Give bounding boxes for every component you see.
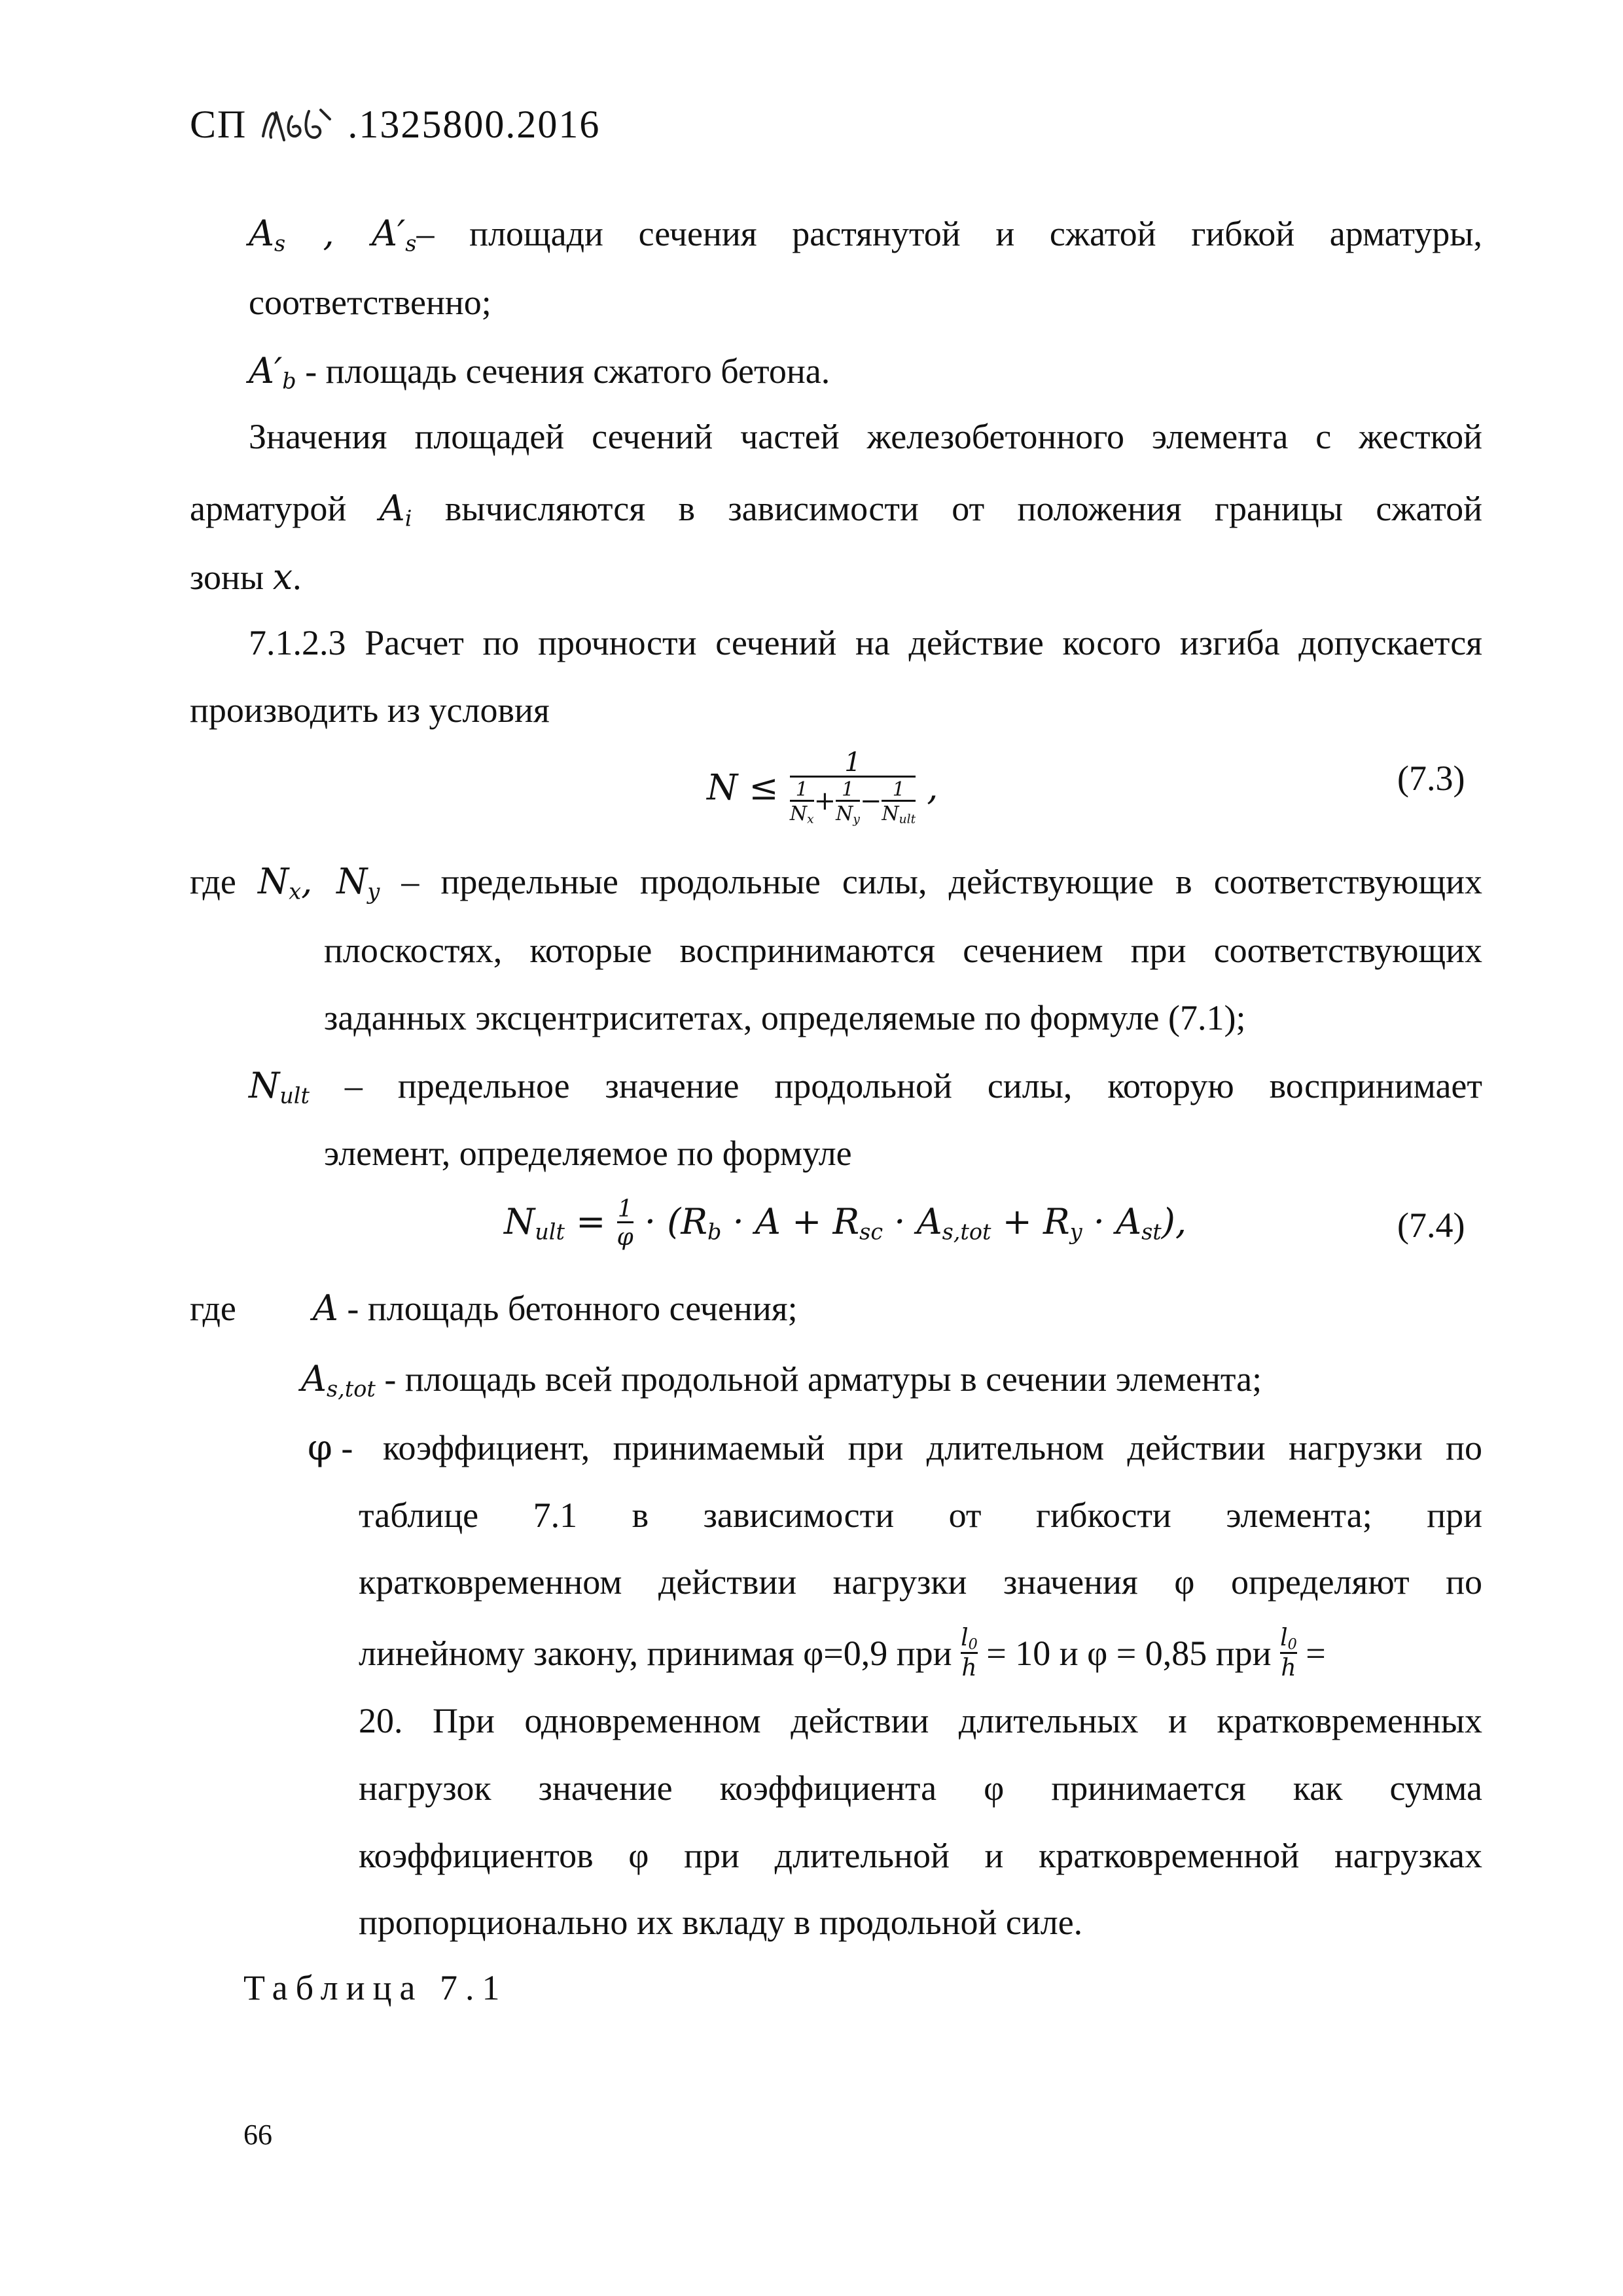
page-number: 66: [243, 2119, 272, 2151]
where-73-nx-text: – предельные продольные силы, действующие в соответствующих: [401, 862, 1483, 901]
formula-7-3-lhs: N ≤: [707, 766, 779, 808]
header-suffix: .1325800.2016: [348, 103, 601, 146]
symbol-ab: $A'_b$: [249, 350, 296, 394]
definition-as-text: площади сечения растянутой и сжатой гибкой арматуры,: [469, 214, 1482, 253]
fraction-l0-h-1: $\frac{l_0}{h}$: [961, 1624, 978, 1681]
where-73-line1: [190, 861, 1483, 905]
where-73-gde: где: [190, 862, 236, 901]
definition-ab-text: - площадь сечения сжатого бетона.: [305, 351, 830, 391]
as-dash: –: [416, 214, 435, 253]
fraction-l0-h-2: $\frac{l_0}{h}$: [1280, 1624, 1297, 1681]
symbol-astot: $A_{s,tot}$: [301, 1358, 376, 1402]
symbol-a: A: [312, 1287, 338, 1329]
definition-as-line: [249, 213, 1482, 257]
table-caption: Таблица 7.1: [243, 1968, 508, 2007]
where-74-phi-line3: кратковременном действии нагрузки значения φ определяют по: [359, 1562, 1482, 1602]
para-areas-line3: зоны x.: [190, 556, 302, 598]
symbol-x: x: [272, 556, 293, 598]
where-74-phi-line6: нагрузок значение коэффициента φ принимается как сумма: [359, 1768, 1482, 1808]
where-74-astot-line: [301, 1358, 1262, 1402]
where-73-line3: заданных эксцентриситетах, определяемые по формуле (7.1);: [324, 998, 1246, 1037]
para-areas-line3-text: зоны: [190, 558, 264, 597]
formula-7-3-fraction: [790, 749, 916, 826]
where-74-phi-line4: [359, 1626, 1326, 1680]
where-74-phi-line5: 20. При одновременном действии длительных и кратковременных: [359, 1701, 1482, 1740]
where-74-astot-text: - площадь всей продольной арматуры в сечении элемента;: [384, 1359, 1262, 1399]
para-723-line2: производить из условия: [190, 691, 550, 730]
equation-number-7-3: (7.3): [1397, 759, 1465, 798]
formula-7-3-comma: ,: [927, 766, 938, 808]
where-74-phi-line2: таблице 7.1 в зависимости от гибкости элемента; при: [359, 1496, 1482, 1535]
handwritten-number-drawing: [258, 103, 336, 149]
para-areas-line2-a: арматурой: [190, 489, 347, 528]
where-74-phi-line1: коэффициент, принимаемый при длительном действии нагрузки по: [383, 1428, 1482, 1467]
where-74-a-text: - площадь бетонного сечения;: [347, 1289, 798, 1328]
where-74-gde: где: [190, 1289, 236, 1328]
where-73-line2: плоскостях, которые воспринимаются сечением при соответствующих: [324, 931, 1482, 970]
para-areas-line2-b: вычисляются в зависимости от положения границы сжатой: [444, 489, 1483, 528]
header-prefix: СП: [190, 103, 247, 146]
formula-7-3-denominator: $\frac{1}{N_x}$ + $\frac{1}{N_y}$ − $\frac{1}{N_{ult}}$: [790, 776, 916, 826]
phi-line4-a: линейному закону, принимая φ=0,9 при: [359, 1633, 952, 1673]
phi-line4-c: =: [1306, 1633, 1326, 1673]
symbol-as: $A_s$ , $A'_s$: [249, 213, 417, 257]
where-74-phi-symbol: [308, 1427, 353, 1468]
phi-symbol: φ: [308, 1427, 332, 1468]
equation-number-7-4: (7.4): [1397, 1206, 1465, 1245]
formula-7-3-numerator: 1: [844, 747, 861, 778]
definition-ab-line: [249, 350, 830, 394]
where-74-a-line: [190, 1287, 798, 1329]
document-header: [190, 105, 600, 148]
phi-line4-b: = 10 и φ = 0,85 при: [986, 1633, 1272, 1673]
symbol-nx-ny: $N_x$, $N_y$: [258, 861, 380, 905]
para-areas-line1: Значения площадей сечений частей железобетонного элемента с жесткой: [249, 417, 1482, 456]
symbol-ai: $A_i$: [379, 488, 412, 531]
phi-dash: -: [341, 1428, 353, 1467]
where-73-nult-line2: элемент, определяемое по формуле: [324, 1134, 852, 1173]
para-723-line1: 7.1.2.3 Расчет по прочности сечений на действие косого изгиба допускается: [249, 623, 1482, 662]
definition-as-cont: соответственно;: [249, 283, 491, 322]
where-73-nult-text: – предельное значение продольной силы, которую воспринимает: [344, 1066, 1482, 1105]
para-areas-line2: [190, 488, 1483, 531]
formula-7-4: $N_{ult}$ = $\frac{1}{\varphi}$ · $(R_b \cdot A + R_{sc} \cdot A_{s,tot} + R_y \cdot A_{st})$,: [504, 1196, 1186, 1251]
symbol-nult: $N_{ult}$: [249, 1065, 310, 1109]
formula-7-3: [707, 749, 938, 826]
where-73-nult-line1: [249, 1065, 1482, 1109]
where-74-phi-line7: коэффициентов φ при длительной и кратковременной нагрузках: [359, 1836, 1482, 1875]
where-74-phi-line8: пропорционально их вкладу в продольной силе.: [359, 1903, 1083, 1942]
header-handwritten-number: [258, 109, 336, 148]
